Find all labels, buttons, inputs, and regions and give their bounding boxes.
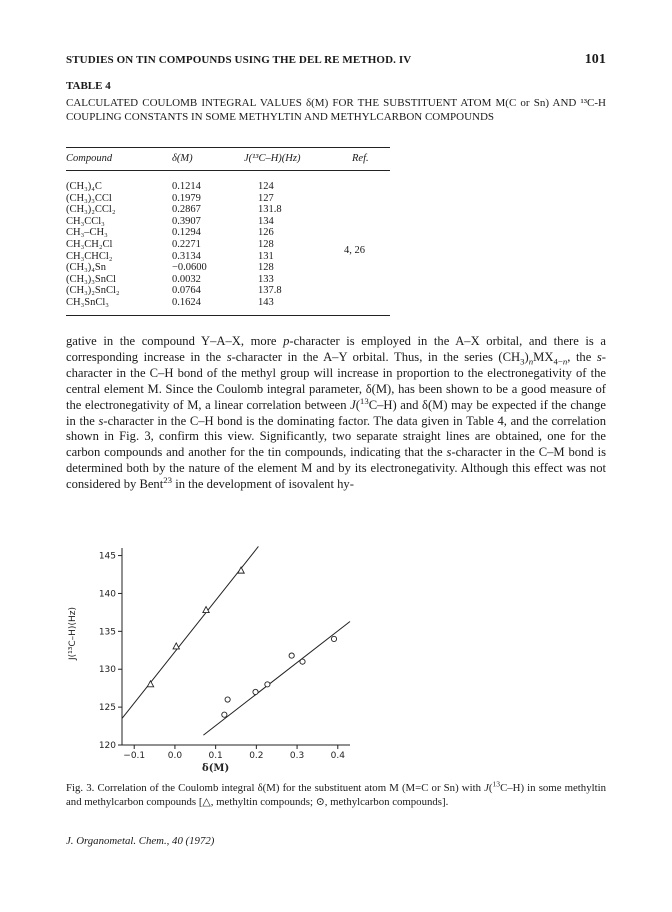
table-cell-compound: CH₃CCl₃ xyxy=(66,215,105,227)
table-cell-delta: 0.2271 xyxy=(172,238,201,250)
table-cell-coupling: 131 xyxy=(258,250,274,262)
x-axis-label: δ(M) xyxy=(202,763,230,774)
data-point-triangle xyxy=(147,681,153,687)
data-point-circle xyxy=(289,653,294,658)
table-cell-delta: 0.2867 xyxy=(172,204,201,216)
table-header-ref: Ref. xyxy=(352,153,369,164)
data-point-triangle xyxy=(238,567,244,573)
table-ref-value: 4, 26 xyxy=(344,245,365,256)
table-label: TABLE 4 xyxy=(66,80,111,92)
table-cell-coupling: 128 xyxy=(258,262,274,274)
table-cell-delta: 0.3907 xyxy=(172,215,201,227)
table-cell-coupling: 124 xyxy=(258,181,274,192)
data-point-circle xyxy=(265,682,270,687)
x-tick-label: 0.2 xyxy=(249,751,264,761)
table-cell-compound: (CH₃)₄Sn xyxy=(66,262,106,274)
y-tick-label: 140 xyxy=(98,589,116,600)
table-cell-coupling: 134 xyxy=(258,215,274,227)
table-header-coupling: J(¹³C–H)(Hz) xyxy=(244,153,301,164)
y-tick-label: 120 xyxy=(98,741,116,751)
chart-y-axis-label: J(¹³C–H)(Hz) xyxy=(68,607,78,660)
figure-caption: Fig. 3. Correlation of the Coulomb integral δ(M) for the substituent atom M (M=C or Sn) with J($^{13}$C–H) in some methyltin and methylcarbon compounds [△, methyltin compounds; ⊙, methylcarbon compounds]. xyxy=(66,779,606,808)
running-head-title: STUDIES ON TIN COMPOUNDS USING THE DEL RE METHOD. IV xyxy=(66,54,412,66)
x-tick-label: 0.4 xyxy=(330,751,345,761)
data-point-circle xyxy=(331,636,336,641)
table-cell-coupling: 137.8 xyxy=(258,285,282,297)
y-tick-label: 145 xyxy=(98,551,116,562)
x-tick-label: 0.3 xyxy=(289,751,305,761)
body-text: gative in the compound Y–A–X, more p-character is employed in the A–X orbital, and there is a corresponding increase in the s-character in the A–Y orbital. Thus, in the series $(CH_3)_nMX_{4-n}$, the s-character in the C–H bond of the methyl group will increase in proportion to the electronegativity of the central element M. Since the Coulomb integral parameter, δ(M), has been shown to be a good measure of the electronegativity of M, a linear correlation between J($^{13}$C–H) and δ(M) may be expected if the change in the s-character in the C–H bond is the dominating factor. The data given in Table 4, and the correlation shown in Fig. 3, confirm this view. Significantly, two separate straight lines are obtained, one for the carbon compounds and another for the tin compounds, indicating that the s-character in the C–M bond is determined both by the nature of the element M and by its electronegativity. Although this effect was not considered by Bent$^{23}$ in the development of isovalent hy- xyxy=(66,334,607,492)
x-tick-label: −0.1 xyxy=(123,751,146,761)
y-tick-label: 135 xyxy=(98,627,116,638)
table-cell-compound: CH₃–CH₃ xyxy=(66,227,108,239)
data-point-circle xyxy=(222,712,227,717)
table-caption: CALCULATED COULOMB INTEGRAL VALUES δ(M) FOR THE SUBSTITUENT ATOM M(C or Sn) AND ¹³C-H COUPLING CONSTANTS IN SOME METHYLTIN AND METHYLCARBON COMPOUNDS xyxy=(66,97,606,123)
data-point-circle xyxy=(300,659,305,664)
table-cell-delta: 0.1294 xyxy=(172,227,201,239)
table-cell-delta: 0.1214 xyxy=(172,181,201,192)
table-cell-compound: (CH₃)₂CCl₂ xyxy=(66,204,116,216)
table-cell-delta: 0.1979 xyxy=(172,192,201,204)
table-cell-compound: CH₃CH₂Cl xyxy=(66,238,113,250)
x-tick-label: 0.1 xyxy=(208,751,223,761)
x-tick-label: 0.0 xyxy=(167,751,183,761)
table-cell-coupling: 131.8 xyxy=(258,204,282,216)
table-cell-coupling: 126 xyxy=(258,227,274,239)
data-point-circle xyxy=(225,697,230,702)
table-cell-coupling: 128 xyxy=(258,238,274,250)
data-point-circle xyxy=(253,689,258,694)
table-cell-delta: 0.1624 xyxy=(172,296,201,308)
table-cell-compound: (CH₃)₂SnCl₂ xyxy=(66,285,120,297)
table-cell-delta: 0.3134 xyxy=(172,250,201,262)
table-cell-coupling: 133 xyxy=(258,273,274,285)
page-number: 101 xyxy=(584,52,606,67)
journal-reference: J. Organometal. Chem., 40 (1972) xyxy=(66,835,215,847)
y-tick-label: 130 xyxy=(98,665,116,676)
table-cell-delta: 0.0764 xyxy=(172,285,201,297)
table-cell-compound: (CH₃)₄C xyxy=(66,181,102,192)
table-cell-compound: CH₃CHCl₂ xyxy=(66,250,113,262)
table-cell-coupling: 127 xyxy=(258,192,274,204)
fit-line-circle xyxy=(203,621,350,735)
table-cell-coupling: 143 xyxy=(258,296,274,308)
table-cell-compound: (CH₃)₃CCl xyxy=(66,192,112,204)
table-cell-delta: −0.0600 xyxy=(172,262,207,274)
data-point-triangle xyxy=(173,643,179,649)
table-cell-compound: (CH₃)₃SnCl xyxy=(66,273,116,285)
table-cell-compound: CH₃SnCl₃ xyxy=(66,296,109,308)
y-tick-label: 125 xyxy=(98,703,116,714)
table-header-compound: Compound xyxy=(66,153,113,164)
table-header-delta: δ(M) xyxy=(172,153,193,164)
table-cell-delta: 0.0032 xyxy=(172,273,201,285)
